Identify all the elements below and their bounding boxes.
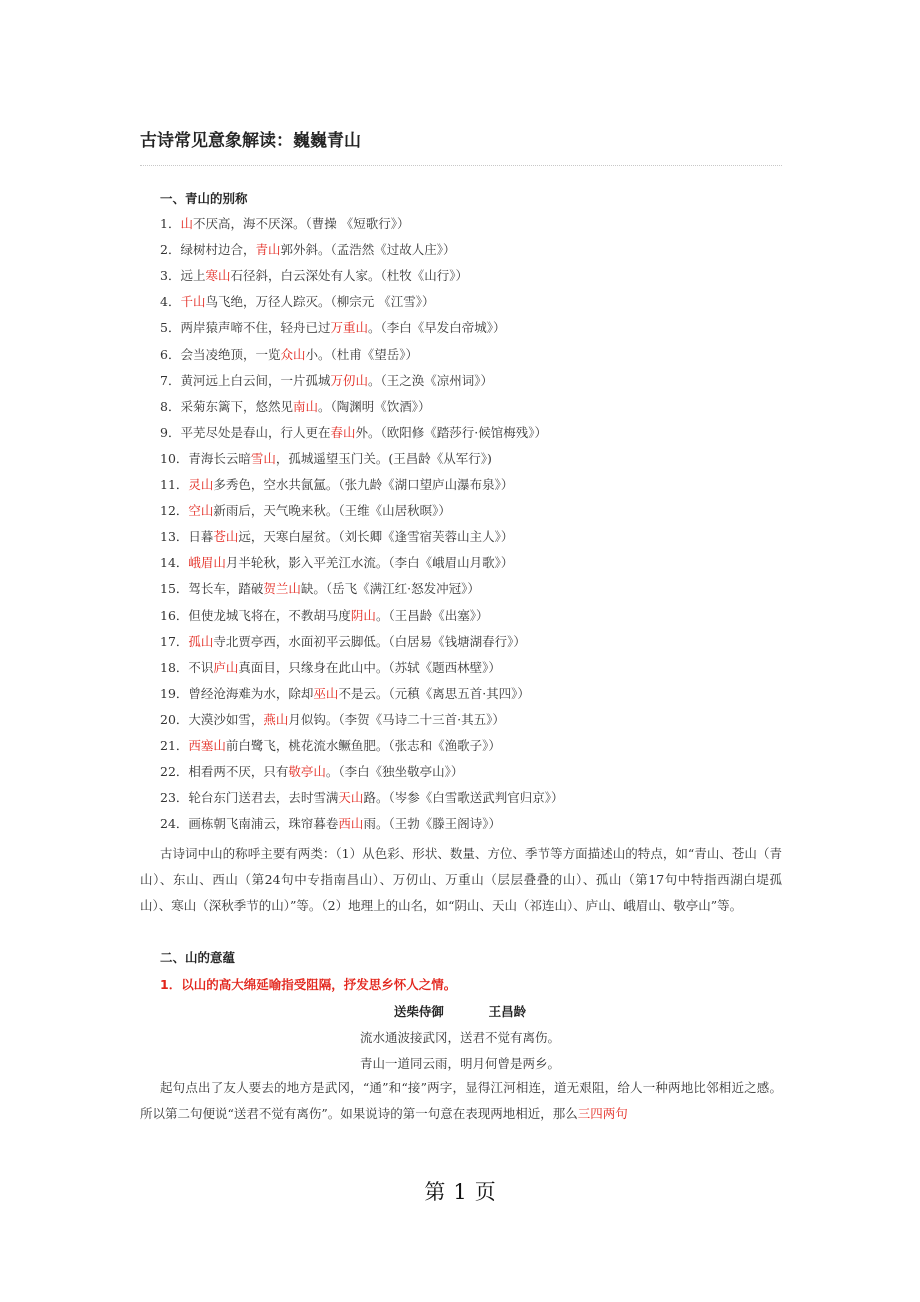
alias-line-highlight: 庐山 (213, 659, 239, 675)
alias-line-text: 8．采菊东篱下，悠然见 (160, 398, 293, 414)
alias-line-source: 外。（欧阳修《踏莎行·候馆梅残》） (355, 424, 547, 440)
alias-line-text: 15．驾长车，踏破 (160, 581, 264, 597)
alias-line-17 (160, 632, 526, 650)
poem-title: 送柴侍御 (393, 1004, 444, 1019)
alias-line-7 (160, 371, 493, 389)
alias-line-highlight: 千山 (180, 294, 206, 310)
alias-line-source: 真面目，只缘身在此山中。（苏轼《题西林壁》） (238, 659, 501, 675)
alias-line-source: 。（王之涣《凉州词》） (367, 372, 493, 388)
alias-line-highlight: 万仞山 (330, 372, 368, 388)
alias-line-23 (160, 788, 563, 806)
alias-line-text: 6．会当凌绝顶，一览 (160, 346, 281, 362)
alias-line-highlight: 灵山 (188, 477, 214, 492)
alias-line-text: 21． (160, 738, 189, 753)
alias-line-2 (160, 240, 456, 258)
alias-line-highlight: 西塞山 (188, 738, 226, 753)
alias-line-20 (160, 710, 505, 728)
alias-line-text: 16．但使龙城飞将在，不教胡马度 (160, 607, 351, 623)
alias-line-highlight: 阴山 (350, 607, 376, 623)
alias-line-4 (160, 292, 434, 310)
alias-line-14 (160, 553, 513, 571)
alias-line-source: 不厌高，海不厌深。（曹操 《短歌行》） (192, 216, 410, 231)
alias-line-highlight: 寒山 (205, 268, 231, 284)
alias-line-text: 3．远上 (160, 268, 206, 284)
alias-line-3 (160, 266, 468, 284)
alias-line-text: 17． (160, 633, 189, 649)
alias-line-source: 雨。（王勃《滕王阁诗》） (363, 816, 501, 832)
alias-line-11 (160, 475, 513, 493)
alias-line-source: 不是云。（元稹《离思五首·其四》） (338, 685, 530, 701)
alias-line-text: 10．青海长云暗 (160, 450, 251, 466)
poem-line-1: 流水通波接武冈，送君不觉有离伤。 (359, 1030, 560, 1045)
analysis-highlight: 三四两句 (577, 1106, 628, 1121)
alias-line-6 (160, 345, 418, 363)
alias-line-18 (160, 658, 501, 676)
alias-line-text: 2．绿树村边合， (160, 242, 256, 258)
alias-line-source: 月似钩。（李贺《马诗二十三首·其五》） (288, 711, 505, 727)
page-number: 1 (453, 1180, 467, 1204)
alias-line-highlight: 天山 (338, 790, 364, 806)
alias-line-24 (160, 814, 501, 832)
summary-paragraph: 古诗词中山的称呼主要有两类：（1）从色彩、形状、数量、方位、季节等方面描述山的特点，如“青山、苍山（青山）、东山、西山（第24句中专指南昌山）、万仞山、万重山（层层叠叠的山）、孤山（第17句中特指西湖白堤孤山）、寒山（深秋季节的山）”等。（2）地理上的山名，如“阴山、天山（祁连山）、庐山、峨眉山、敬亭山”等。 (140, 846, 782, 913)
poem-author: 王昌龄 (488, 1004, 527, 1019)
title-divider (140, 165, 782, 166)
alias-line-source: 缺。（岳飞《满江红·怒发冲冠》） (300, 581, 480, 597)
alias-line-text: 4． (160, 294, 181, 310)
alias-line-21 (160, 736, 501, 754)
alias-line-highlight: 万重山 (330, 320, 368, 336)
alias-line-highlight: 西山 (338, 816, 364, 832)
alias-line-source: 。（王昌龄《出塞》） (375, 607, 489, 623)
alias-line-source: 郭外斜。（孟浩然《过故人庄》） (280, 242, 456, 258)
alias-line-highlight: 众山 (280, 346, 306, 362)
alias-line-highlight: 雪山 (250, 450, 276, 466)
alias-line-highlight: 敬亭山 (288, 764, 326, 780)
alias-line-source: 。（李白《早发白帝城》） (367, 320, 506, 336)
alias-line-source: 新雨后，天气晚来秋。（王维《山居秋暝》） (213, 503, 451, 519)
section-heading-aliases: 一、青山的别称 (160, 191, 248, 206)
alias-line-highlight: 峨眉山 (188, 555, 226, 571)
alias-line-highlight: 巫山 (313, 685, 339, 701)
alias-line-13 (160, 527, 513, 545)
alias-line-text: 19．曾经沧海难为水，除却 (160, 685, 314, 701)
alias-line-source: 前白鹭飞，桃花流水鳜鱼肥。（张志和《渔歌子》） (225, 738, 501, 753)
alias-line-19 (160, 684, 530, 702)
alias-line-text: 22．相看两不厌，只有 (160, 764, 289, 780)
alias-line-source: ，孤城遥望玉门关。(王昌龄《从军行》) (275, 450, 492, 466)
alias-line-source: 。（李白《独坐敬亭山》） (325, 764, 464, 780)
alias-line-text: 23．轮台东门送君去，去时雪满 (160, 790, 339, 806)
page-title: 古诗常见意象解读：巍巍青山 (140, 131, 361, 151)
alias-line-highlight: 燕山 (263, 711, 289, 727)
analysis-paragraph (140, 1075, 782, 1127)
alias-line-10 (160, 449, 492, 467)
footer-prefix: 第 (424, 1180, 446, 1204)
alias-line-highlight: 南山 (292, 398, 318, 414)
alias-line-22 (160, 762, 463, 780)
alias-line-source: 远，天寒白屋贫。（刘长卿《逢雪宿芙蓉山主人》） (238, 529, 514, 545)
section-heading-meaning: 二、山的意蕴 (160, 950, 236, 965)
alias-line-16 (160, 606, 488, 624)
alias-line-text: 11． (160, 477, 189, 492)
alias-line-source: 多秀色，空水共氤氲。（张九龄《湖口望庐山瀑布泉》） (213, 477, 514, 492)
alias-line-highlight: 苍山 (213, 529, 239, 545)
alias-line-highlight: 青山 (255, 242, 281, 258)
alias-line-source: 小。（杜甫《望岳》） (305, 346, 418, 362)
alias-line-text: 1． (160, 216, 181, 231)
alias-line-text: 20．大漠沙如雪， (160, 711, 264, 727)
footer-suffix: 页 (474, 1180, 496, 1204)
alias-line-highlight: 空山 (188, 503, 214, 519)
subheading-isolation: 1．以山的高大绵延喻指受阻隔，抒发思乡怀人之情。 (160, 977, 457, 992)
alias-line-12 (160, 501, 451, 519)
alias-line-9 (160, 423, 547, 441)
alias-line-15 (160, 579, 480, 597)
alias-line-text: 12． (160, 503, 189, 519)
analysis-text: 起句点出了友人要去的地方是武冈，“通”和“接”两字，显得江河相连，道无艰阻，给人一种两地比邻相近之感。所以第二句便说“送君不觉有离伤”。如果说诗的第一句意在表现两地相近，那么 (140, 1080, 782, 1121)
alias-line-text: 5．两岸猿声啼不住，轻舟已过 (160, 320, 331, 336)
alias-line-text: 24．画栋朝飞南浦云，珠帘暮卷 (160, 816, 339, 832)
alias-line-highlight: 孤山 (188, 633, 214, 649)
alias-line-text: 7．黄河远上白云间，一片孤城 (160, 372, 331, 388)
alias-line-source: 石径斜，白云深处有人家。（杜牧《山行》） (230, 268, 468, 284)
alias-line-source: 。（陶渊明《饮酒》） (317, 398, 431, 414)
poem-line-2: 青山一道同云雨，明月何曾是两乡。 (359, 1056, 560, 1071)
poem-heading (0, 1002, 920, 1020)
alias-line-source: 鸟飞绝，万径人踪灭。（柳宗元 《江雪》） (205, 294, 435, 310)
alias-line-source: 路。（岑参《白雪歌送武判官归京》） (363, 790, 564, 806)
alias-line-source: 月半轮秋，影入平羌江水流。（李白《峨眉山月歌》） (225, 555, 514, 571)
alias-line-source: 寺北贾亭西，水面初平云脚低。（白居易《钱塘湖春行》） (213, 633, 526, 649)
alias-line-text: 9．平芜尽处是春山，行人更在 (160, 424, 331, 440)
page-footer (0, 1176, 920, 1206)
alias-line-highlight: 贺兰山 (263, 581, 301, 597)
alias-line-5 (160, 318, 506, 336)
alias-line-highlight: 春山 (330, 424, 356, 440)
alias-line-text: 14． (160, 555, 189, 571)
alias-line-8 (160, 397, 431, 415)
alias-line-text: 18．不识 (160, 659, 214, 675)
alias-line-highlight: 山 (180, 216, 193, 231)
alias-line-1 (160, 214, 409, 232)
alias-line-text: 13．日暮 (160, 529, 214, 545)
